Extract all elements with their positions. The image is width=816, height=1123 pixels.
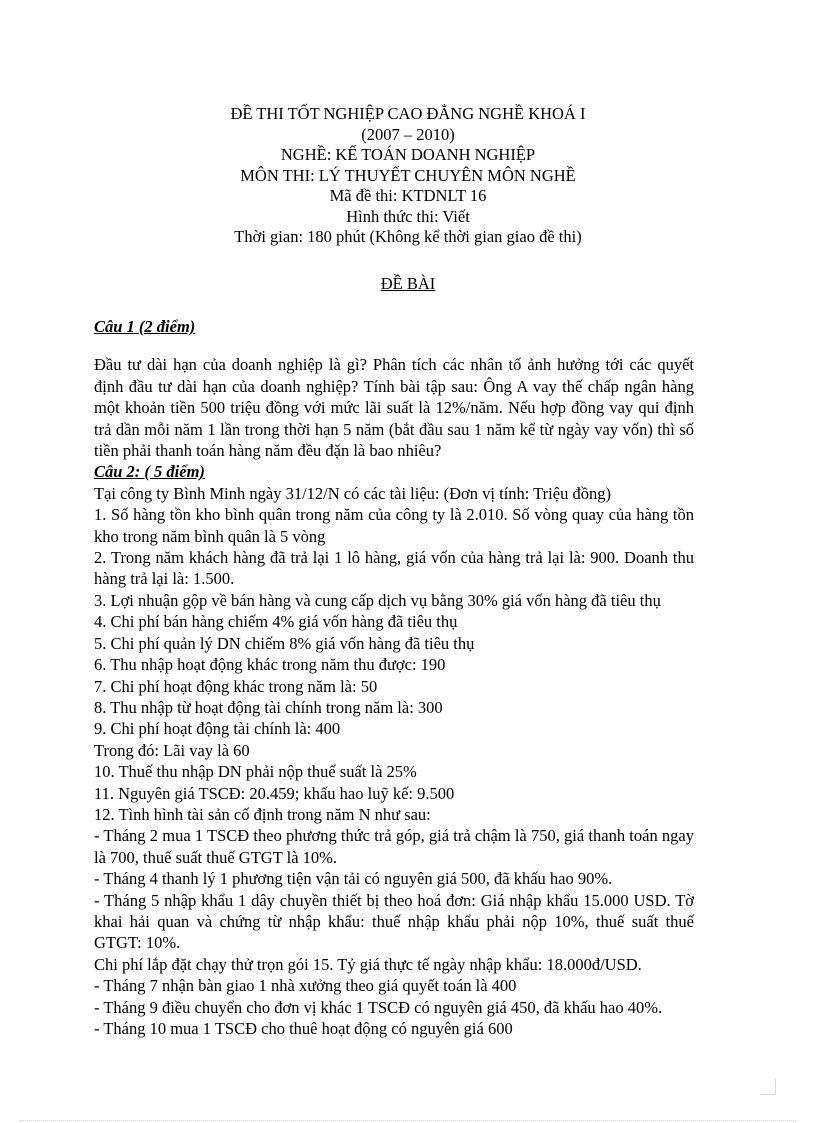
list-item: 1. Số hàng tồn kho bình quân trong năm của công ty là 2.010. Số vòng quay của hàng tồn kho trong năm bình quân là 5 vòng <box>94 505 694 546</box>
list-item: 5. Chi phí quản lý DN chiếm 8% giá vốn hàng đã tiêu thụ <box>94 633 475 653</box>
list-item: 4. Chi phí bán hàng chiếm 4% giá vốn hàng đã tiêu thụ <box>94 612 458 632</box>
page-corner-mark <box>760 1079 776 1095</box>
list-item: - Tháng 9 điều chuyển cho đơn vị khác 1 TSCĐ có nguyên giá 450, đã khấu hao 40%. <box>94 997 663 1017</box>
list-item: - Tháng 10 mua 1 TSCĐ cho thuê hoạt động có nguyên giá 600 <box>94 1019 513 1038</box>
list-item: Chi phí lắp đặt chạy thử trọn gói 15. Tỷ giá thực tế ngày nhập khẩu: 18.000đ/USD. <box>94 954 642 974</box>
page-bottom-rule <box>20 1120 796 1121</box>
exam-subject: MÔN THI: LÝ THUYẾT CHUYÊN MÔN NGHỀ <box>240 165 576 185</box>
exam-body <box>94 316 694 1039</box>
exam-title: ĐỀ THI TỐT NGHIỆP CAO ĐẲNG NGHỀ KHOÁ I <box>230 104 586 123</box>
list-item: 3. Lợi nhuận gộp về bán hàng và cung cấp dịch vụ bằng 30% giá vốn hàng đã tiêu thụ <box>94 590 661 610</box>
exam-format: Hình thức thi: Viết <box>346 206 470 226</box>
question-1-title: Câu 1 (2 điểm) <box>94 317 196 336</box>
list-item: Trong đó: Lãi vay là 60 <box>94 740 250 760</box>
list-item: 2. Trong năm khách hàng đã trả lại 1 lô hàng, giá vốn của hàng trả lại là: 900. Doanh thu hàng trả lại là: 1.500. <box>94 548 694 589</box>
list-item: 8. Thu nhập từ hoạt động tài chính trong năm là: 300 <box>94 697 443 717</box>
exam-profession: NGHỀ: KẾ TOÁN DOANH NGHIỆP <box>280 145 536 164</box>
list-item: 12. Tình hình tài sản cố định trong năm N như sau: <box>94 804 431 824</box>
list-item: 6. Thu nhập hoạt động khác trong năm thu được: 190 <box>94 655 446 675</box>
exam-header <box>0 104 816 248</box>
exam-years: (2007 – 2010) <box>361 124 455 144</box>
list-item: - Tháng 4 thanh lý 1 phương tiện vận tải có nguyên giá 500, đã khấu hao 90%. <box>94 869 613 889</box>
list-item: 7. Chi phí hoạt động khác trong năm là: 50 <box>94 676 378 696</box>
exam-code: Mã đề thi: KTDNLT 16 <box>329 186 487 205</box>
list-item: 9. Chi phí hoạt động tài chính là: 400 <box>94 719 341 739</box>
exam-duration: Thời gian: 180 phút (Không kể thời gian giao đề thi) <box>234 227 582 246</box>
list-item: - Tháng 7 nhận bàn giao 1 nhà xưởng theo giá quyết toán là 400 <box>94 976 517 996</box>
list-item: 10. Thuế thu nhập DN phải nộp thuế suất là 25% <box>94 762 417 782</box>
list-item: - Tháng 2 mua 1 TSCĐ theo phương thức trả góp, giá trả chậm là 750, giá thanh toán ngay là 700, thuế suất thuế GTGT là 10%. <box>94 826 694 867</box>
section-heading: ĐỀ BÀI <box>380 274 436 293</box>
question-2-intro: Tại công ty Bình Minh ngày 31/12/N có các tài liệu: (Đơn vị tính: Triệu đồng) <box>94 483 611 503</box>
list-item: 11. Nguyên giá TSCĐ: 20.459; khấu hao luỹ kế: 9.500 <box>94 783 455 803</box>
question-1-text: Đầu tư dài hạn của doanh nghiệp là gì? Phân tích các nhân tố ảnh hưởng tới các quyết định đầu tư dài hạn của doanh nghiệp? Tính bài tập sau: Ông A vay thế chấp ngân hàng một khoản tiền 500 triệu đồng với mức lãi suất là 12%/năm. Nếu hợp đồng vay qui định trả dần mỗi năm 1 lần trong thời hạn 5 năm (bắt đầu sau 1 năm kể từ ngày vay vốn) thì số tiền phải thanh toán hàng năm đều đặn là bao nhiêu? <box>94 355 694 461</box>
question-2-title: Câu 2: ( 5 điểm) <box>94 462 205 482</box>
list-item: - Tháng 5 nhập khẩu 1 dây chuyền thiết bị theo hoá đơn: Giá nhập khẩu 15.000 USD. Tờ khai hải quan và chứng từ nhập khẩu: thuế nhập khẩu phải nộp 10%, thuế suất thuế GTGT: 10%. <box>94 890 694 953</box>
